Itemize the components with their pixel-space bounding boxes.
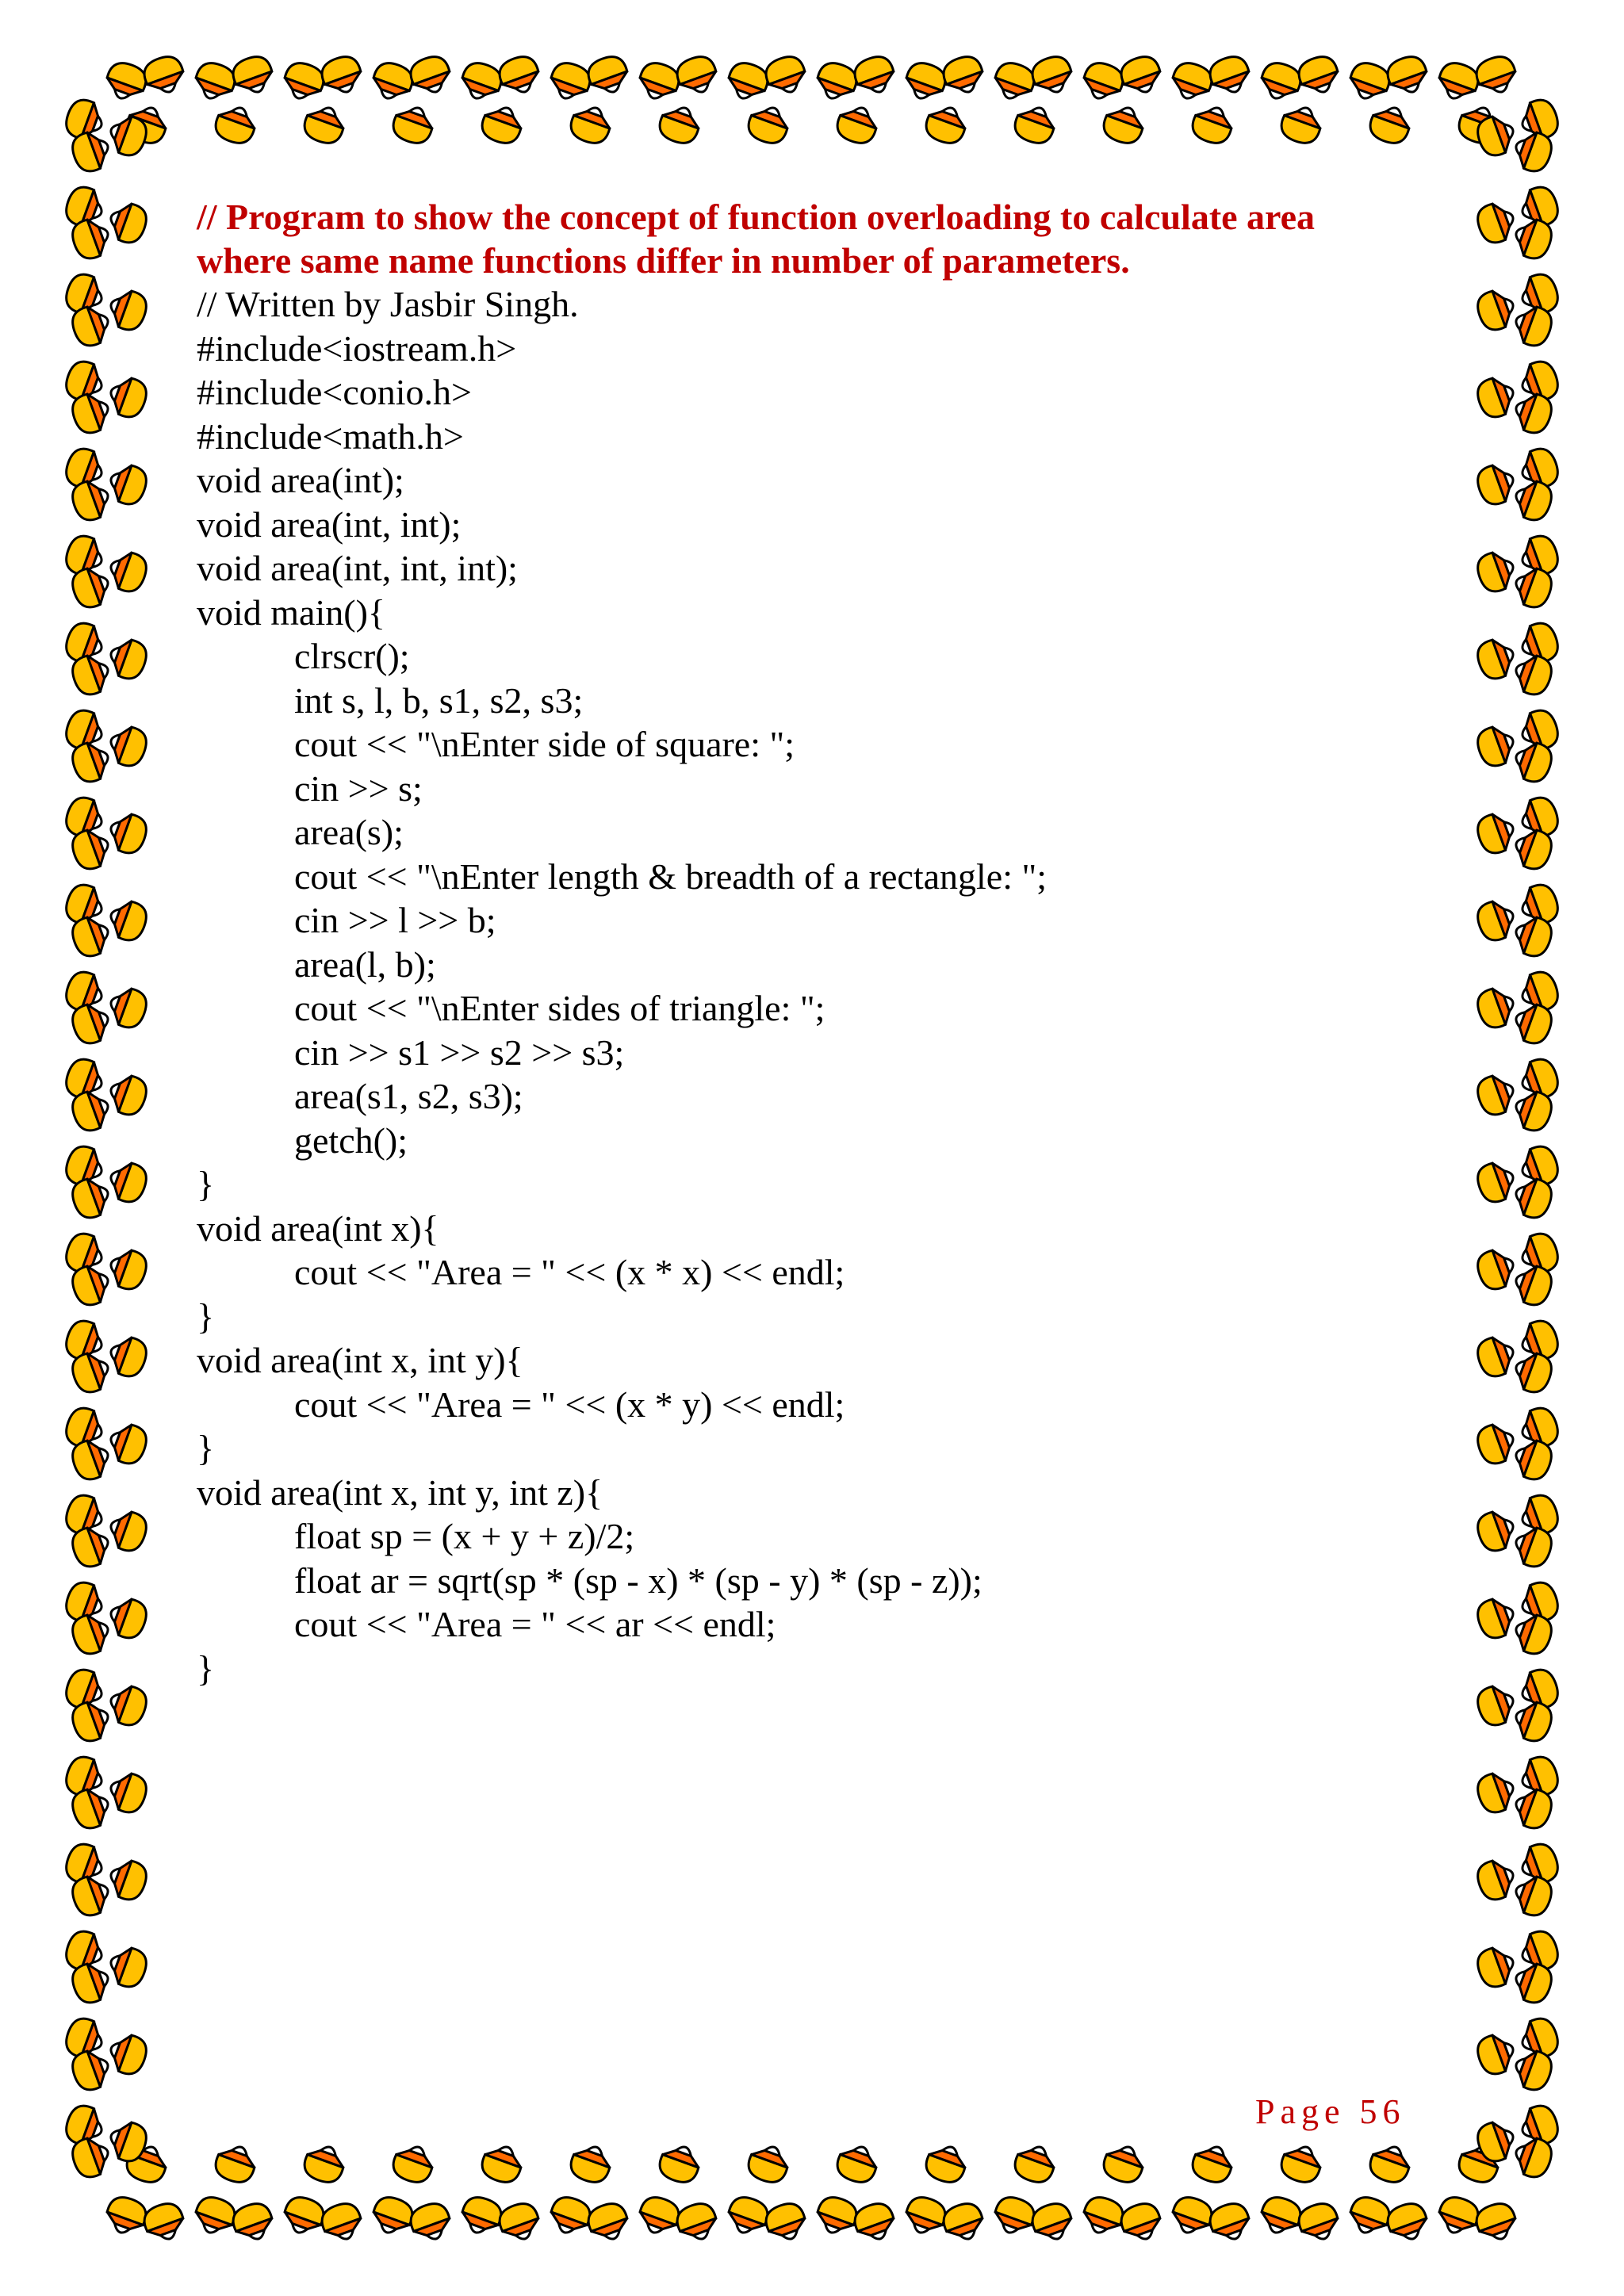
candy-corn-icon (1257, 59, 1305, 105)
code-line: void area(int x){ (197, 1207, 439, 1249)
candy-corn-icon (1257, 2193, 1305, 2239)
candy-corn-icon (1168, 59, 1216, 105)
candy-corn-icon (105, 809, 151, 858)
candy-corn-icon (105, 984, 151, 1032)
code-line: area(s1, s2, s3); (294, 1076, 523, 1116)
candy-corn-icon (105, 1071, 151, 1119)
candy-corn-icon (280, 59, 328, 105)
candy-corn-icon (1346, 59, 1394, 105)
candy-corn-icon (1473, 984, 1519, 1032)
candy-corn-icon (496, 52, 544, 98)
candy-corn-icon (635, 59, 684, 105)
heading-line-2: where same name functions differ in number of parameters. (197, 240, 1130, 281)
candy-corn-icon (105, 722, 151, 771)
code-line: cout << "\nEnter length & breadth of a rectangle: "; (294, 855, 1048, 897)
candy-corn-icon (833, 101, 882, 147)
candy-corn-icon (990, 59, 1039, 105)
candy-corn-icon (1473, 1507, 1519, 1556)
candy-corn-icon (1473, 52, 1521, 98)
code-listing (197, 282, 1434, 1690)
candy-corn-icon (1117, 2199, 1166, 2245)
candy-corn-icon (1189, 101, 1237, 147)
candy-corn-icon (105, 1769, 151, 1817)
candy-corn-icon (105, 897, 151, 945)
candy-corn-icon (762, 52, 810, 98)
candy-corn-icon (673, 2199, 722, 2245)
candy-corn-icon (105, 1594, 151, 1643)
candy-corn-icon (105, 2030, 151, 2079)
candy-corn-icon (1473, 1333, 1519, 1381)
code-line: } (197, 1164, 215, 1204)
candy-corn-icon (1473, 1071, 1519, 1119)
candy-corn-icon (389, 2141, 438, 2187)
candy-corn-icon (1473, 373, 1519, 422)
candy-corn-icon (1473, 2199, 1521, 2245)
candy-corn-icon (369, 2193, 417, 2239)
candy-corn-icon (940, 52, 988, 98)
candy-corn-icon (1473, 1158, 1519, 1207)
candy-corn-icon (1473, 1943, 1519, 1992)
candy-corn-icon (1473, 897, 1519, 945)
candy-corn-icon (902, 2193, 950, 2239)
candy-corn-icon (105, 1507, 151, 1556)
candy-corn-icon (407, 52, 455, 98)
candy-corn-icon (369, 59, 417, 105)
candy-corn-icon (1117, 52, 1166, 98)
candy-corn-icon (1434, 2193, 1483, 2239)
candy-corn-icon (105, 1158, 151, 1207)
candy-corn-icon (1100, 2141, 1148, 2187)
heading-line-1: // Program to show the concept of function overloading to calculate area (197, 197, 1316, 237)
candy-corn-icon (389, 101, 438, 147)
candy-corn-icon (922, 101, 971, 147)
candy-corn-icon (922, 2141, 971, 2187)
code-line: area(s); (294, 812, 404, 852)
code-line: #include<conio.h> (197, 372, 472, 412)
candy-corn-icon (102, 59, 151, 105)
candy-corn-icon (724, 2193, 772, 2239)
code-line: void area(int); (197, 460, 404, 500)
candy-corn-icon (745, 101, 793, 147)
candy-corn-icon (1384, 2199, 1432, 2245)
candy-corn-icon (301, 101, 349, 147)
candy-corn-icon (105, 461, 151, 509)
candy-corn-icon (833, 2141, 882, 2187)
candy-corn-icon (813, 59, 861, 105)
candy-corn-icon (1473, 461, 1519, 509)
candy-corn-icon (212, 2141, 260, 2187)
candy-corn-icon (1473, 1420, 1519, 1468)
candy-corn-icon (940, 2199, 988, 2245)
candy-corn-icon (105, 1682, 151, 1730)
candy-corn-icon (1384, 52, 1432, 98)
candy-corn-icon (546, 59, 595, 105)
code-line: } (197, 1428, 215, 1468)
candy-corn-icon (1011, 2141, 1059, 2187)
candy-corn-icon (102, 2193, 151, 2239)
code-line: cout << "Area = " << (x * y) << endl; (294, 1383, 845, 1425)
candy-corn-icon (1473, 1594, 1519, 1643)
code-line: float sp = (x + y + z)/2; (294, 1516, 635, 1556)
candy-corn-icon (1079, 2193, 1128, 2239)
candy-corn-icon (496, 2199, 544, 2245)
candy-corn-icon (105, 373, 151, 422)
candy-corn-icon (1277, 2141, 1326, 2187)
code-line: cin >> s; (294, 767, 423, 809)
candy-corn-icon (478, 101, 527, 147)
candy-corn-icon (191, 59, 239, 105)
candy-corn-icon (1434, 59, 1483, 105)
candy-corn-icon (584, 52, 633, 98)
candy-corn-icon (105, 1333, 151, 1381)
code-line: cout << "\nEnter sides of triangle: "; (294, 988, 825, 1028)
candy-corn-icon (1206, 2199, 1254, 2245)
page-number: Page 56 (1255, 2092, 1406, 2131)
code-line: cout << "Area = " << ar << endl; (294, 1604, 776, 1644)
code-line: cout << "Area = " << (x * x) << endl; (294, 1252, 845, 1292)
candy-corn-icon (140, 2199, 189, 2245)
candy-corn-icon (1168, 2193, 1216, 2239)
candy-corn-icon (1366, 2141, 1415, 2187)
code-line: cin >> l >> b; (294, 900, 496, 940)
candy-corn-icon (1028, 52, 1077, 98)
code-line: } (197, 1295, 215, 1337)
candy-corn-icon (673, 52, 722, 98)
page-content (197, 195, 1434, 1690)
candy-corn-icon (724, 59, 772, 105)
candy-corn-icon (1011, 101, 1059, 147)
candy-corn-icon (851, 52, 899, 98)
code-line: area(l, b); (294, 943, 436, 985)
candy-corn-icon (1473, 809, 1519, 858)
candy-corn-icon (1473, 2030, 1519, 2079)
candy-corn-icon (1189, 2141, 1237, 2187)
candy-corn-icon (1473, 1246, 1519, 1294)
candy-corn-icon (1473, 722, 1519, 771)
candy-corn-icon (851, 2199, 899, 2245)
candy-corn-icon (1366, 101, 1415, 147)
code-line: void area(int, int, int); (197, 548, 518, 588)
candy-corn-icon (1473, 199, 1519, 247)
code-line: // Written by Jasbir Singh. (197, 284, 579, 324)
candy-corn-icon (1473, 548, 1519, 596)
candy-corn-icon (105, 286, 151, 335)
code-line: cin >> s1 >> s2 >> s3; (294, 1031, 625, 1073)
code-line: clrscr(); (294, 636, 410, 676)
candy-corn-icon (105, 548, 151, 596)
candy-corn-icon (105, 1943, 151, 1992)
candy-corn-icon (407, 2199, 455, 2245)
code-line: #include<iostream.h> (197, 327, 517, 369)
code-line: } (197, 1647, 215, 1689)
candy-corn-icon (105, 1856, 151, 1904)
candy-corn-icon (584, 2199, 633, 2245)
candy-corn-icon (656, 101, 704, 147)
candy-corn-icon (280, 2193, 328, 2239)
candy-corn-icon (191, 2193, 239, 2239)
candy-corn-icon (1079, 59, 1128, 105)
candy-corn-icon (1277, 101, 1326, 147)
code-line: void area(int x, int y){ (197, 1340, 523, 1380)
candy-corn-icon (105, 1246, 151, 1294)
candy-corn-icon (1346, 2193, 1394, 2239)
candy-corn-icon (1473, 1856, 1519, 1904)
program-heading (197, 195, 1434, 282)
candy-corn-icon (567, 101, 615, 147)
candy-corn-icon (745, 2141, 793, 2187)
code-line: void main(){ (197, 591, 385, 633)
candy-corn-icon (656, 2141, 704, 2187)
candy-corn-icon (229, 52, 278, 98)
candy-corn-icon (1100, 101, 1148, 147)
candy-corn-icon (762, 2199, 810, 2245)
candy-corn-icon (1295, 2199, 1343, 2245)
candy-corn-icon (318, 2199, 366, 2245)
candy-corn-icon (1473, 286, 1519, 335)
candy-corn-icon (301, 2141, 349, 2187)
candy-corn-icon (1473, 1769, 1519, 1817)
candy-corn-icon (1473, 635, 1519, 683)
code-line: int s, l, b, s1, s2, s3; (294, 679, 584, 721)
candy-corn-icon (458, 2193, 506, 2239)
candy-corn-icon (1473, 1682, 1519, 1730)
code-line: cout << "\nEnter side of square: "; (294, 724, 795, 764)
candy-corn-icon (105, 635, 151, 683)
candy-corn-icon (1206, 52, 1254, 98)
code-line: void area(int x, int y, int z){ (197, 1471, 603, 1513)
code-line: getch(); (294, 1119, 408, 1161)
candy-corn-icon (567, 2141, 615, 2187)
candy-corn-icon (990, 2193, 1039, 2239)
candy-corn-icon (1028, 2199, 1077, 2245)
candy-corn-icon (546, 2193, 595, 2239)
candy-corn-icon (1295, 52, 1343, 98)
candy-corn-icon (212, 101, 260, 147)
candy-corn-icon (105, 199, 151, 247)
candy-corn-icon (229, 2199, 278, 2245)
candy-corn-icon (902, 59, 950, 105)
code-line: void area(int, int); (197, 503, 462, 545)
candy-corn-icon (478, 2141, 527, 2187)
code-line: #include<math.h> (197, 415, 464, 457)
candy-corn-icon (458, 59, 506, 105)
code-line: float ar = sqrt(sp * (sp - x) * (sp - y) * (sp - z)); (294, 1559, 982, 1601)
candy-corn-icon (140, 52, 189, 98)
candy-corn-icon (105, 1420, 151, 1468)
candy-corn-icon (813, 2193, 861, 2239)
candy-corn-icon (635, 2193, 684, 2239)
candy-corn-icon (318, 52, 366, 98)
